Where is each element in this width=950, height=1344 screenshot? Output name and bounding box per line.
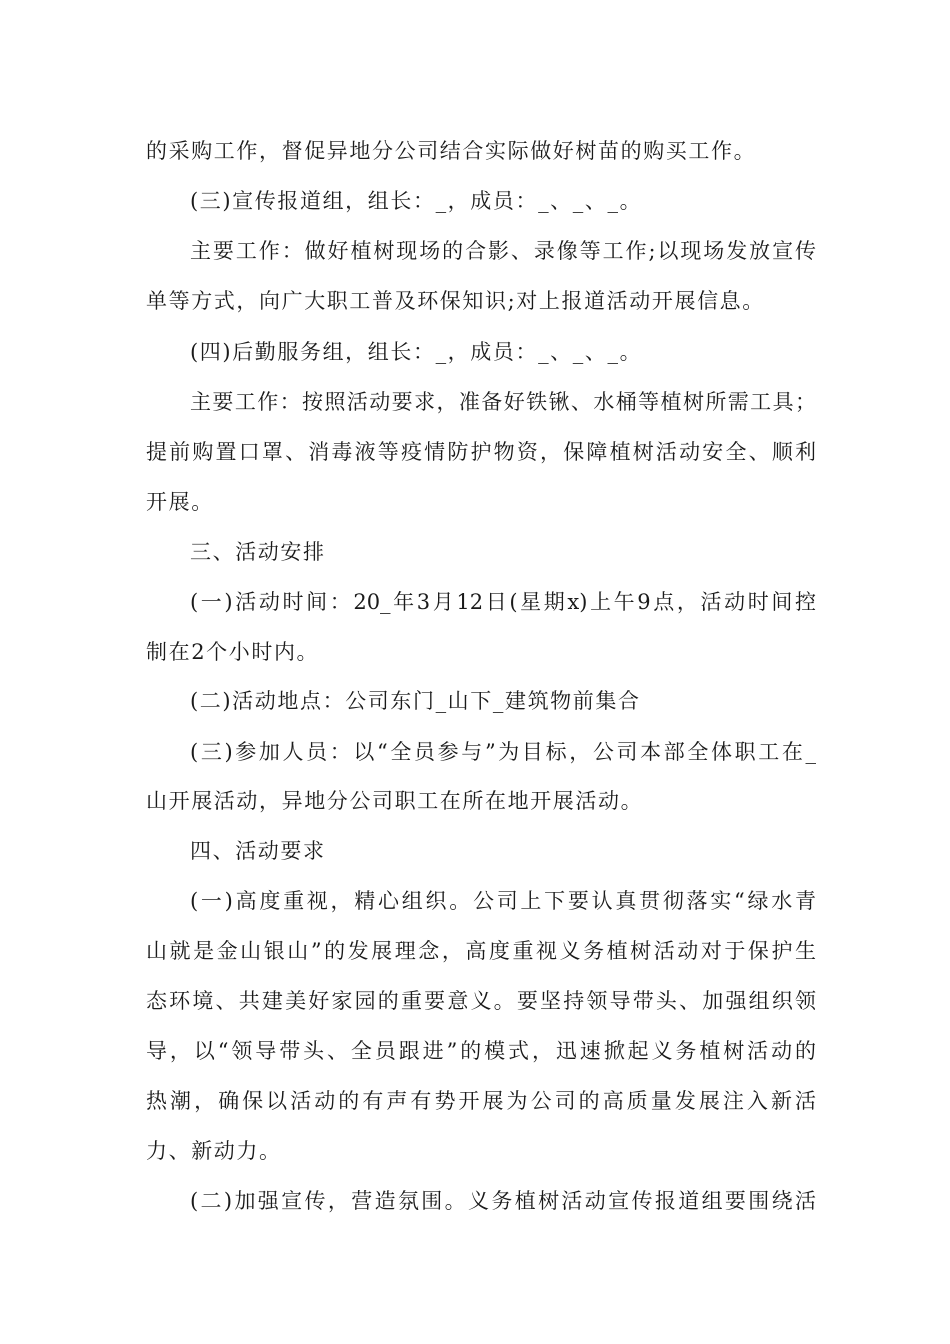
text-line: 主要工作：按照活动要求，准备好铁锹、水桶等植树所需工具；: [190, 390, 816, 414]
text-line: (二)活动地点：公司东门_山下_建筑物前集合: [190, 689, 641, 713]
text-line: (四)后勤服务组，组长：_，成员：_、_、_。: [190, 340, 643, 364]
text-line: 热潮，确保以活动的有声有势开展为公司的高质量发展注入新活: [146, 1089, 816, 1113]
text-line: 单等方式，向广大职工普及环保知识;对上报道活动开展信息。: [146, 289, 765, 313]
text-line: (三)宣传报道组，组长：_，成员：_、_、_。: [190, 189, 643, 213]
text-line: 力、新动力。: [146, 1139, 282, 1163]
text-line: 山开展活动，异地分公司职工在所在地开展活动。: [146, 789, 644, 813]
text-line: 山就是金山银山”的发展理念，高度重视义务植树活动对于保护生: [146, 939, 816, 963]
text-line: 开展。: [146, 490, 214, 514]
text-line: 主要工作：做好植树现场的合影、录像等工作;以现场发放宣传: [190, 239, 816, 263]
text-line: 导，以“领导带头、全员跟进”的模式，迅速掀起义务植树活动的: [146, 1039, 816, 1063]
text-line: 态环境、共建美好家园的重要意义。要坚持领导带头、加强组织领: [146, 989, 816, 1013]
section-heading: 三、活动安排: [190, 540, 326, 564]
text-line: (三)参加人员：以“全员参与”为目标，公司本部全体职工在_: [190, 740, 816, 764]
text-line: (二)加强宣传，营造氛围。义务植树活动宣传报道组要围绕活: [190, 1189, 816, 1213]
section-heading: 四、活动要求: [190, 839, 326, 863]
text-line: (一)活动时间：20_年3月12日(星期x)上午9点，活动时间控: [190, 590, 816, 614]
text-line: 的采购工作，督促异地分公司结合实际做好树苗的购买工作。: [146, 139, 757, 163]
text-line: 提前购置口罩、消毒液等疫情防护物资，保障植树活动安全、顺利: [146, 440, 816, 464]
text-line: 制在2个小时内。: [146, 640, 320, 664]
text-line: (一)高度重视，精心组织。公司上下要认真贯彻落实“绿水青: [190, 889, 816, 913]
